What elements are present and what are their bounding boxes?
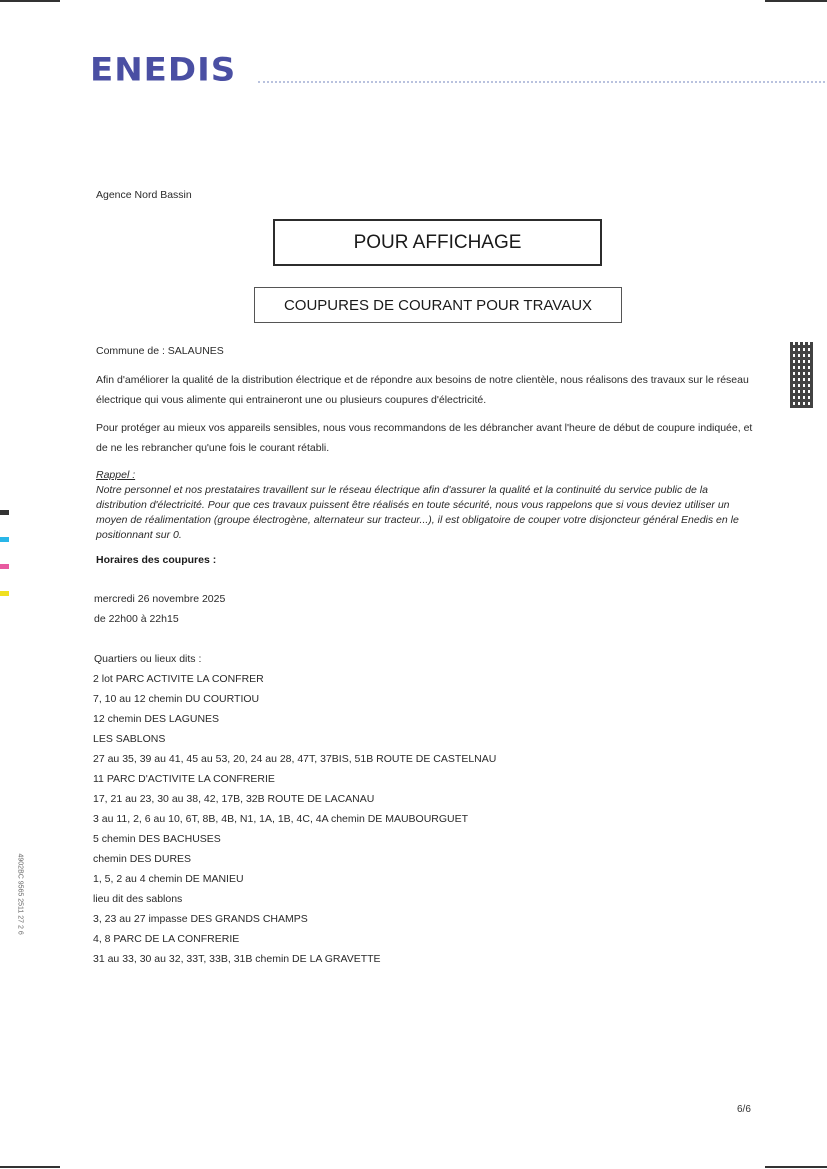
agency-name: Agence Nord Bassin [96, 189, 192, 201]
list-item: 7, 10 au 12 chemin DU COURTIOU [93, 693, 260, 705]
margin-code: 4902BC 9565 2511 27 2 6 [16, 853, 24, 935]
list-item: 27 au 35, 39 au 41, 45 au 53, 20, 24 au 28, 47T, 37BIS, 51B ROUTE DE CASTELNAU [93, 753, 497, 765]
list-item: 12 chemin DES LAGUNES [93, 713, 220, 725]
print-swatch-magenta [0, 564, 9, 569]
list-item: 3 au 11, 2, 6 au 10, 6T, 8B, 4B, N1, 1A, 1B, 4C, 4A chemin DE MAUBOURGUET [93, 813, 469, 825]
list-item: 1, 5, 2 au 4 chemin DE MANIEU [93, 873, 244, 885]
list-item: 5 chemin DES BACHUSES [93, 833, 221, 845]
crop-mark-left [0, 0, 60, 2]
commune-label: Commune de : SALAUNES [96, 345, 224, 357]
schedule-heading: Horaires des coupures : [96, 554, 217, 566]
print-swatch-black [0, 510, 9, 515]
crop-mark-bottom-left [0, 1166, 60, 1168]
protection-paragraph: Pour protéger au mieux vos appareils sensibles, nous vous recommandons de les débrancher avant l'heure de début de coupure indiquée, et de ne les rebrancher qu'une fois le courant rétabli. [96, 422, 753, 454]
crop-mark-right [765, 0, 827, 2]
list-item: 2 lot PARC ACTIVITE LA CONFRER [93, 673, 264, 685]
places-list [93, 669, 496, 969]
enedis-logo: ENEDIS [90, 51, 237, 89]
list-item: LES SABLONS [93, 733, 166, 745]
schedule-date: mercredi 26 novembre 2025 [94, 593, 226, 605]
schedule-time: de 22h00 à 22h15 [94, 613, 179, 625]
list-item: 4, 8 PARC DE LA CONFRERIE [93, 933, 240, 945]
list-item: 11 PARC D'ACTIVITE LA CONFRERIE [93, 773, 275, 785]
subtitle-box: COUPURES DE COURANT POUR TRAVAUX [254, 287, 622, 323]
list-item: 17, 21 au 23, 30 au 38, 42, 17B, 32B ROUTE DE LACANAU [93, 793, 375, 805]
list-item: 31 au 33, 30 au 32, 33T, 33B, 31B chemin DE LA GRAVETTE [93, 953, 381, 965]
title-box: POUR AFFICHAGE [273, 219, 602, 266]
places-heading: Quartiers ou lieux dits : [94, 653, 202, 665]
print-swatch-yellow [0, 591, 9, 596]
list-item: 3, 23 au 27 impasse DES GRANDS CHAMPS [93, 913, 308, 925]
rappel-label: Rappel : [96, 469, 136, 481]
logo-divider [258, 81, 825, 83]
crop-mark-bottom-right [765, 1166, 827, 1168]
page-number: 6/6 [737, 1104, 751, 1115]
list-item: lieu dit des sablons [93, 893, 183, 905]
rappel-block [96, 468, 746, 543]
list-item: chemin DES DURES [93, 853, 192, 865]
qr-code [790, 342, 813, 408]
rappel-text: Notre personnel et nos prestataires travaillent sur le réseau électrique afin d'assurer la qualité et la continuité du service public de la distribution d'électricité. Pour que ces travaux puissent être réalisés en toute sécurité, nous vous rappelons que si vous deviez utiliser un moyen de réalimentation (groupe électrogène, alternateur sur tracteur...), il est obligatoire de couper votre disjoncteur général Enedis en le positionnant sur 0. [96, 484, 739, 541]
print-swatch-cyan [0, 537, 9, 542]
intro-paragraph: Afin d'améliorer la qualité de la distribution électrique et de répondre aux besoins de notre clientèle, nous réalisons des travaux sur le réseau électrique qui vous alimente qui entraineront une ou plusieurs coupures d'électricité. [96, 374, 749, 406]
